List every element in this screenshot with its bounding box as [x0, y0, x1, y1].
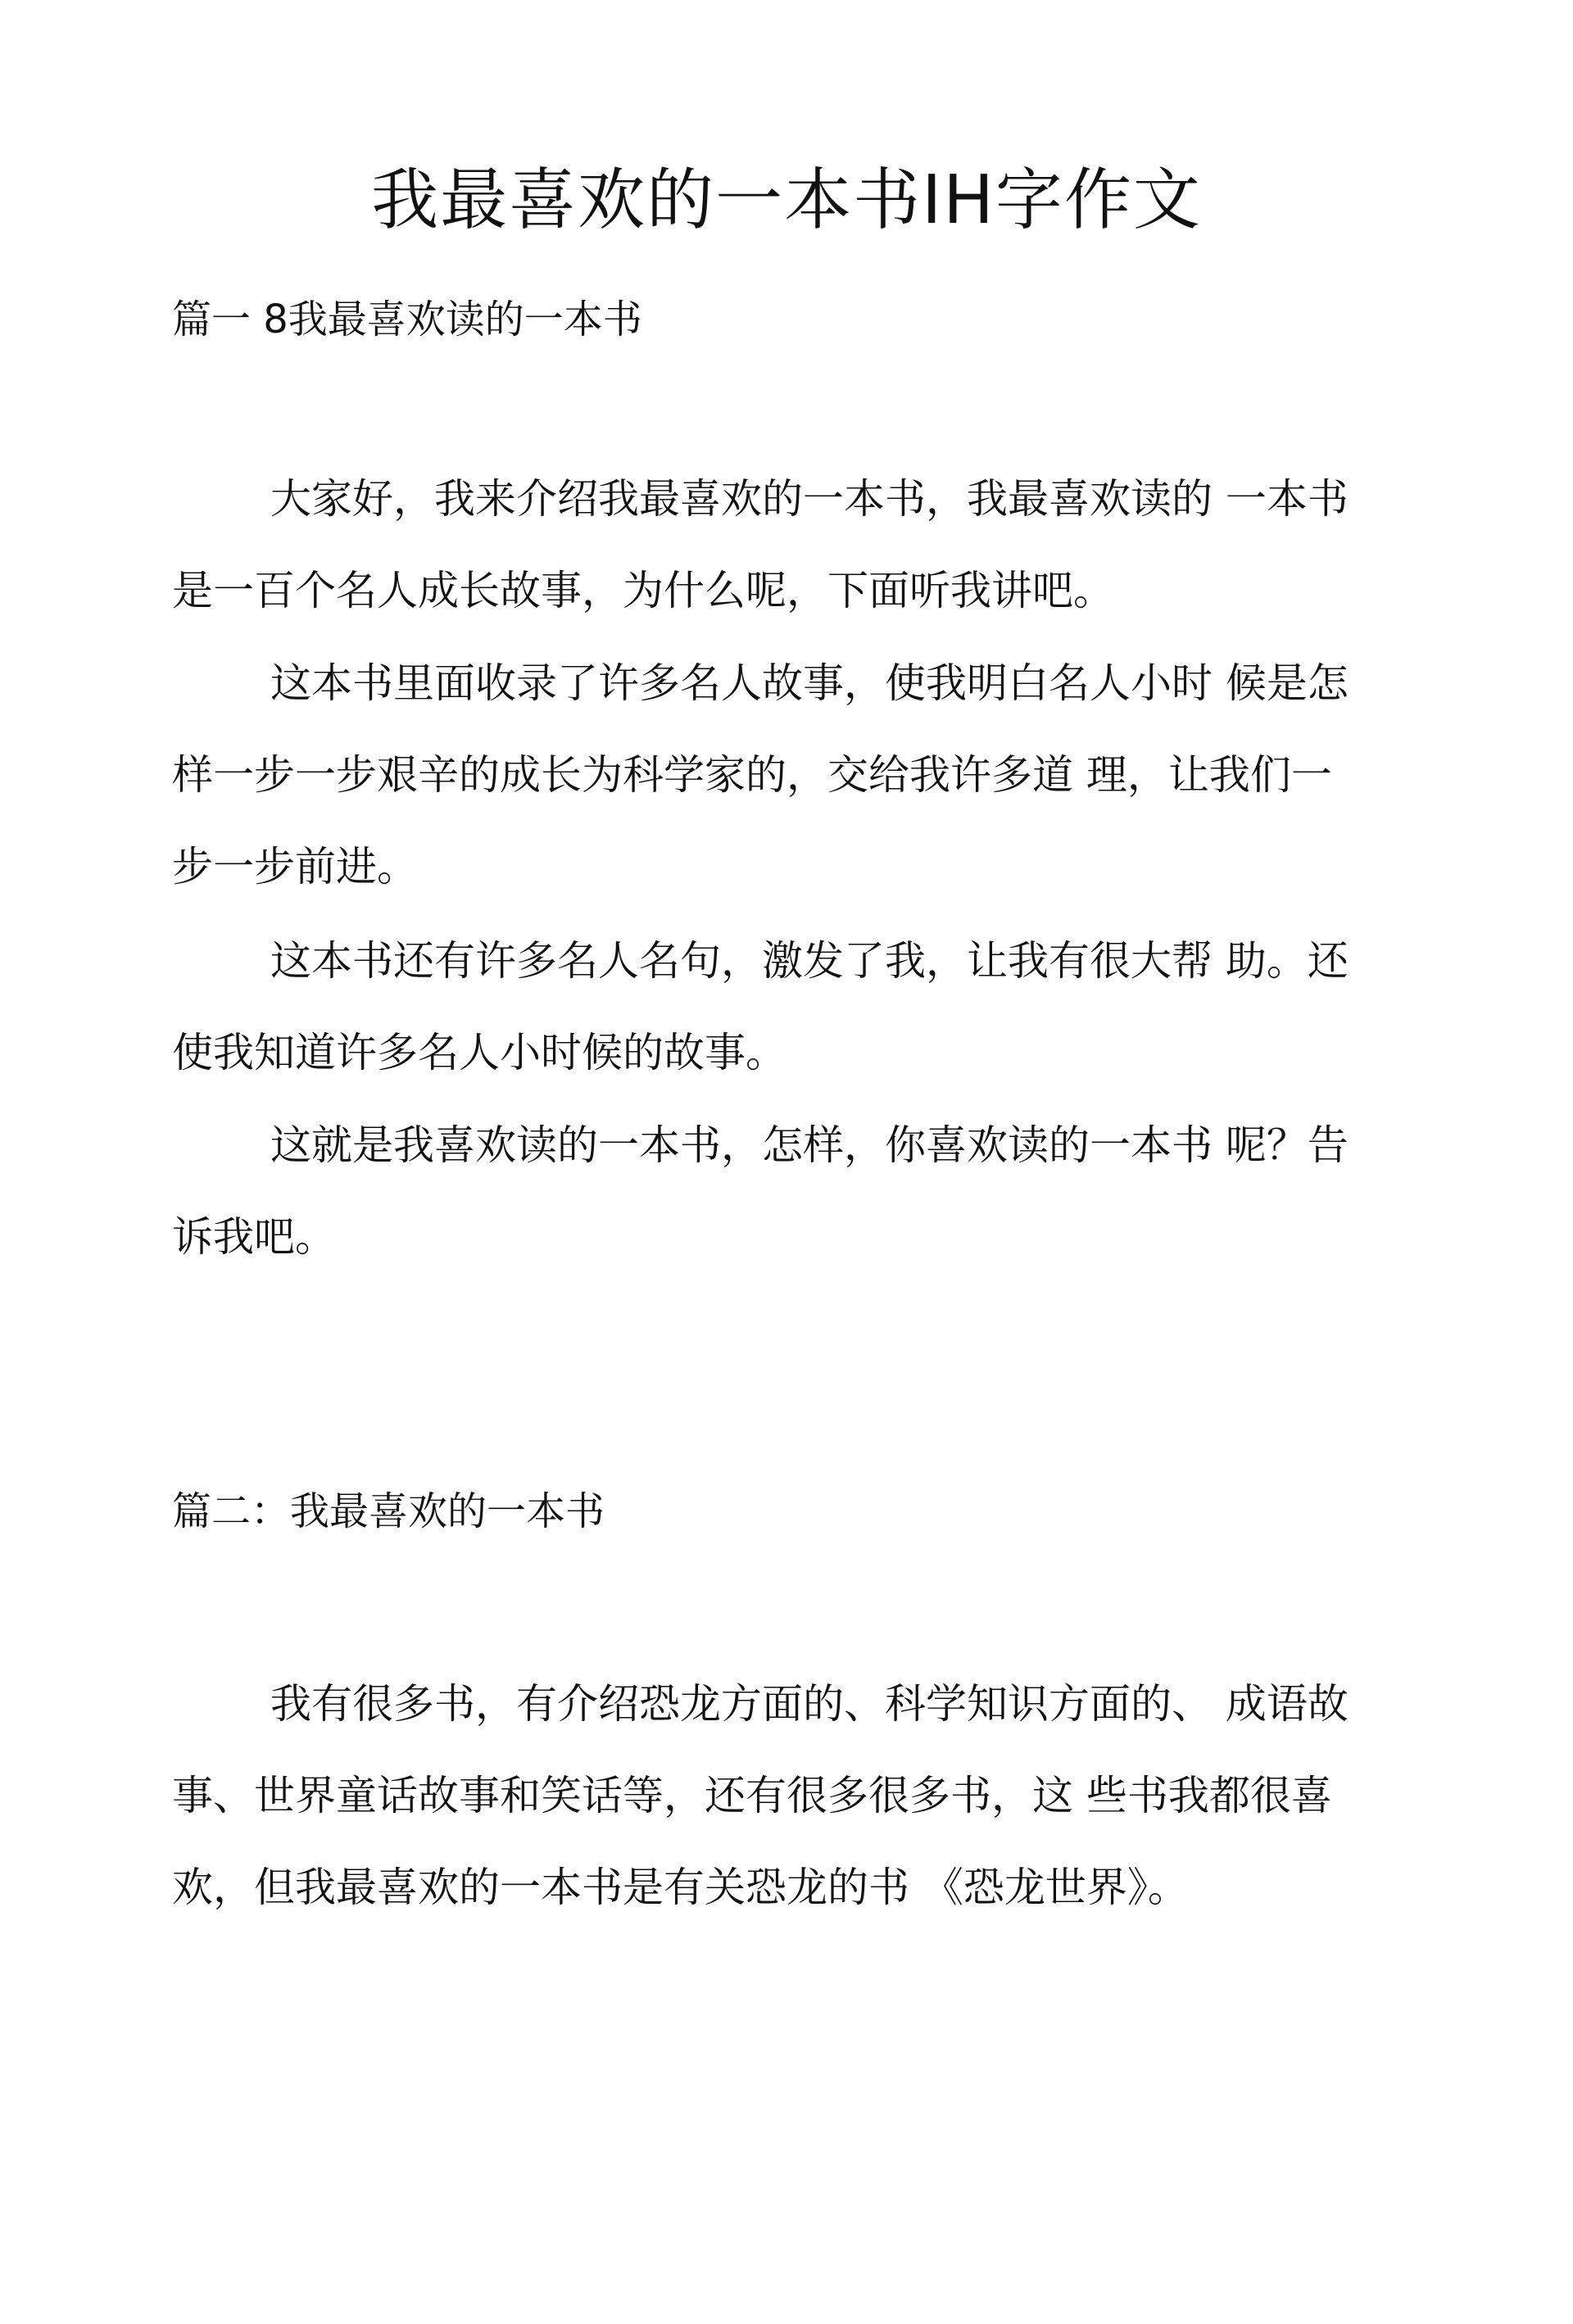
- paragraph-line: 事、世界童话故事和笑话等，还有很多很多书，这 些书我都很喜: [172, 1772, 1332, 1819]
- paragraph-line: 我有很多书，有介绍恐龙方面的、科学知识方面的、 成语故: [270, 1680, 1349, 1728]
- paragraph-line: 使我知道许多名人小时候的故事。: [172, 1029, 786, 1076]
- paragraph-line: 诉我吧。: [172, 1213, 336, 1261]
- paragraph: [172, 637, 1413, 913]
- section-heading-1: 篇一 8我最喜欢读的一本书: [172, 297, 642, 342]
- paragraph-line: 是一百个名人成长故事，为什么呢，下面听我讲吧。: [172, 567, 1114, 614]
- paragraph-line: 步一步前进。: [172, 843, 418, 890]
- paragraph-line: 欢，但我最喜欢的一本书是有关恐龙的书 《恐龙世界》。: [172, 1864, 1189, 1911]
- paragraph-line: 样一步一步艰辛的成长为科学家的，交给我许多道 理，让我们一: [172, 751, 1332, 799]
- paragraph: [172, 453, 1413, 636]
- paragraph-line: 这就是我喜欢读的一本书，怎样，你喜欢读的一本书 呢？告: [270, 1121, 1349, 1169]
- section-heading-2: 篇二：我最喜欢的一本书: [172, 1488, 605, 1534]
- paragraph: [172, 915, 1413, 1099]
- paragraph: [172, 1099, 1413, 1283]
- paragraph-line: 大家好，我来介绍我最喜欢的一本书，我最喜欢读的 一本书: [270, 475, 1349, 523]
- document-title: 我最喜欢的一本书IH字作文: [371, 161, 1202, 239]
- paragraph-line: 这本书里面收录了许多名人故事，使我明白名人小时 候是怎: [270, 659, 1349, 707]
- paragraph-line: 这本书还有许多名人名句，激发了我，让我有很大帮 助。还: [270, 937, 1349, 985]
- paragraph: [172, 1658, 1413, 1933]
